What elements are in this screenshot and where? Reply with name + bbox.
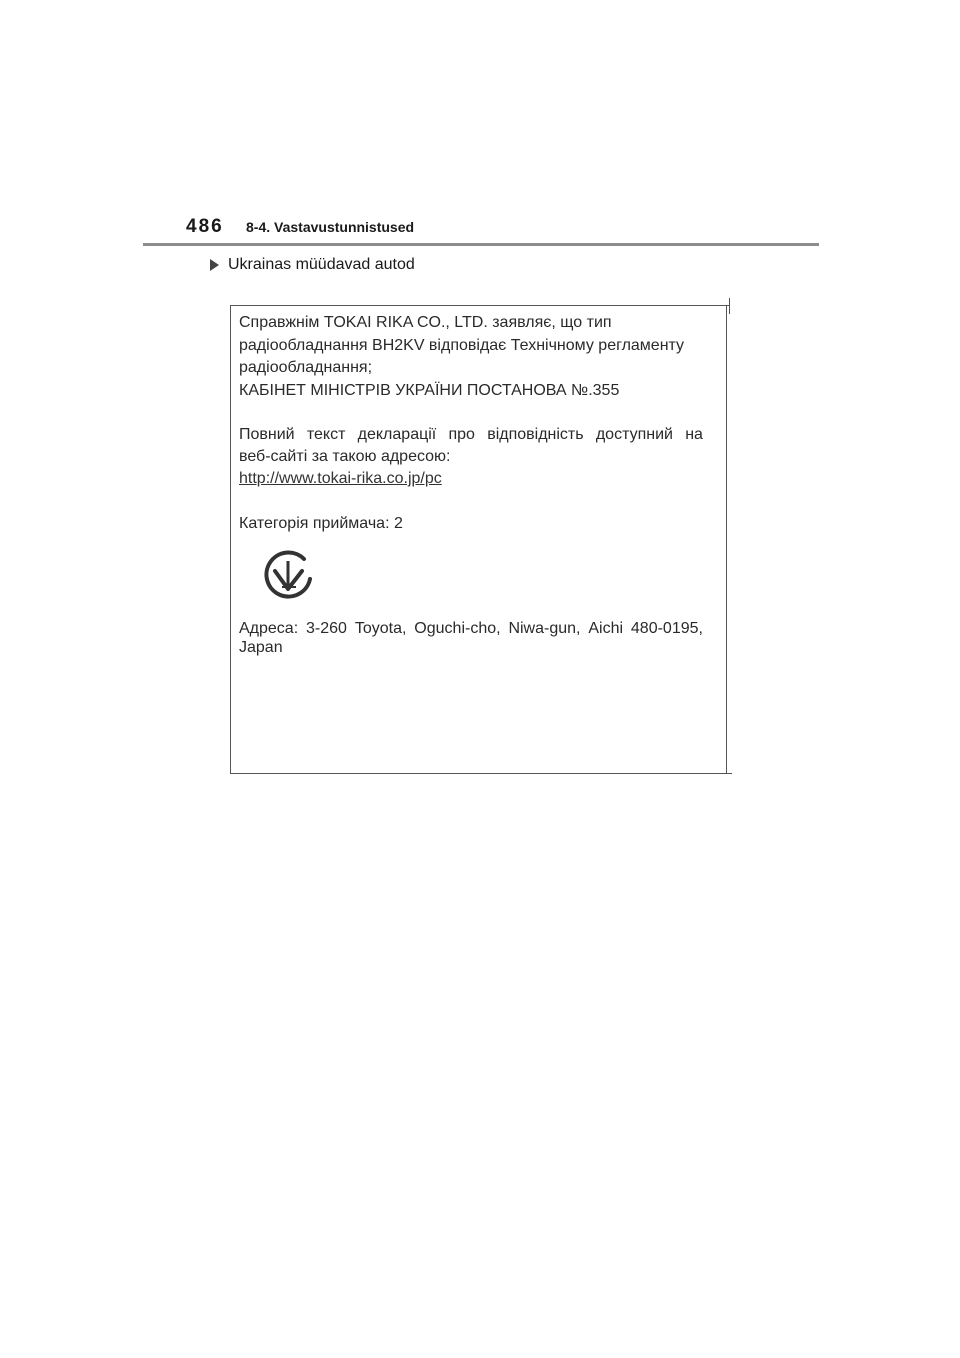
- declaration-full-text-line: [239, 426, 703, 444]
- address-country: Japan: [239, 639, 283, 656]
- word: Повний: [239, 426, 295, 443]
- word: про: [448, 426, 475, 443]
- declaration-line-3: радіообладнання;: [239, 359, 373, 376]
- word: 480-0195,: [630, 620, 703, 637]
- subsection-label: Ukrainas müüdavad autod: [228, 256, 415, 273]
- word: на: [685, 426, 703, 443]
- word: 3-260: [306, 620, 347, 637]
- page-number: 486: [186, 216, 224, 237]
- triangle-right-icon: [210, 259, 219, 271]
- box-top-border: [230, 305, 730, 306]
- section-title: 8-4. Vastavustunnistused: [246, 219, 415, 235]
- declaration-line-4: КАБІНЕТ МІНІСТРІВ УКРАЇНИ ПОСТАНОВА №.355: [239, 382, 620, 399]
- word: відповідність: [487, 426, 584, 443]
- header-divider: [143, 243, 819, 246]
- word: декларації: [357, 426, 437, 443]
- ukrainian-conformity-mark-icon: [260, 549, 316, 605]
- declaration-website-line: веб-сайті за такою адресою:: [239, 448, 451, 465]
- declaration-line-1: Справжнім TOKAI RIKA CO., LTD. заявляє, що тип: [239, 314, 612, 331]
- address-line: [239, 620, 703, 638]
- word: Toyota,: [354, 620, 407, 637]
- box-left-border: [230, 305, 231, 774]
- word: текст: [306, 426, 346, 443]
- declaration-url-link[interactable]: http://www.tokai-rika.co.jp/pc: [239, 470, 442, 487]
- box-bottom-border: [230, 773, 732, 774]
- subsection-heading: [210, 256, 415, 274]
- word: Niwa-gun,: [508, 620, 581, 637]
- declaration-line-2: радіообладнання BH2KV відповідає Технічному регламенту: [239, 337, 685, 354]
- box-right-border: [726, 305, 727, 774]
- box-right-tick: [729, 298, 730, 314]
- word: доступний: [595, 426, 673, 443]
- word: Адреса:: [239, 620, 299, 637]
- word: Oguchi-cho,: [414, 620, 501, 637]
- receiver-category: Категорія приймача: 2: [239, 515, 403, 532]
- word: Aichi: [588, 620, 624, 637]
